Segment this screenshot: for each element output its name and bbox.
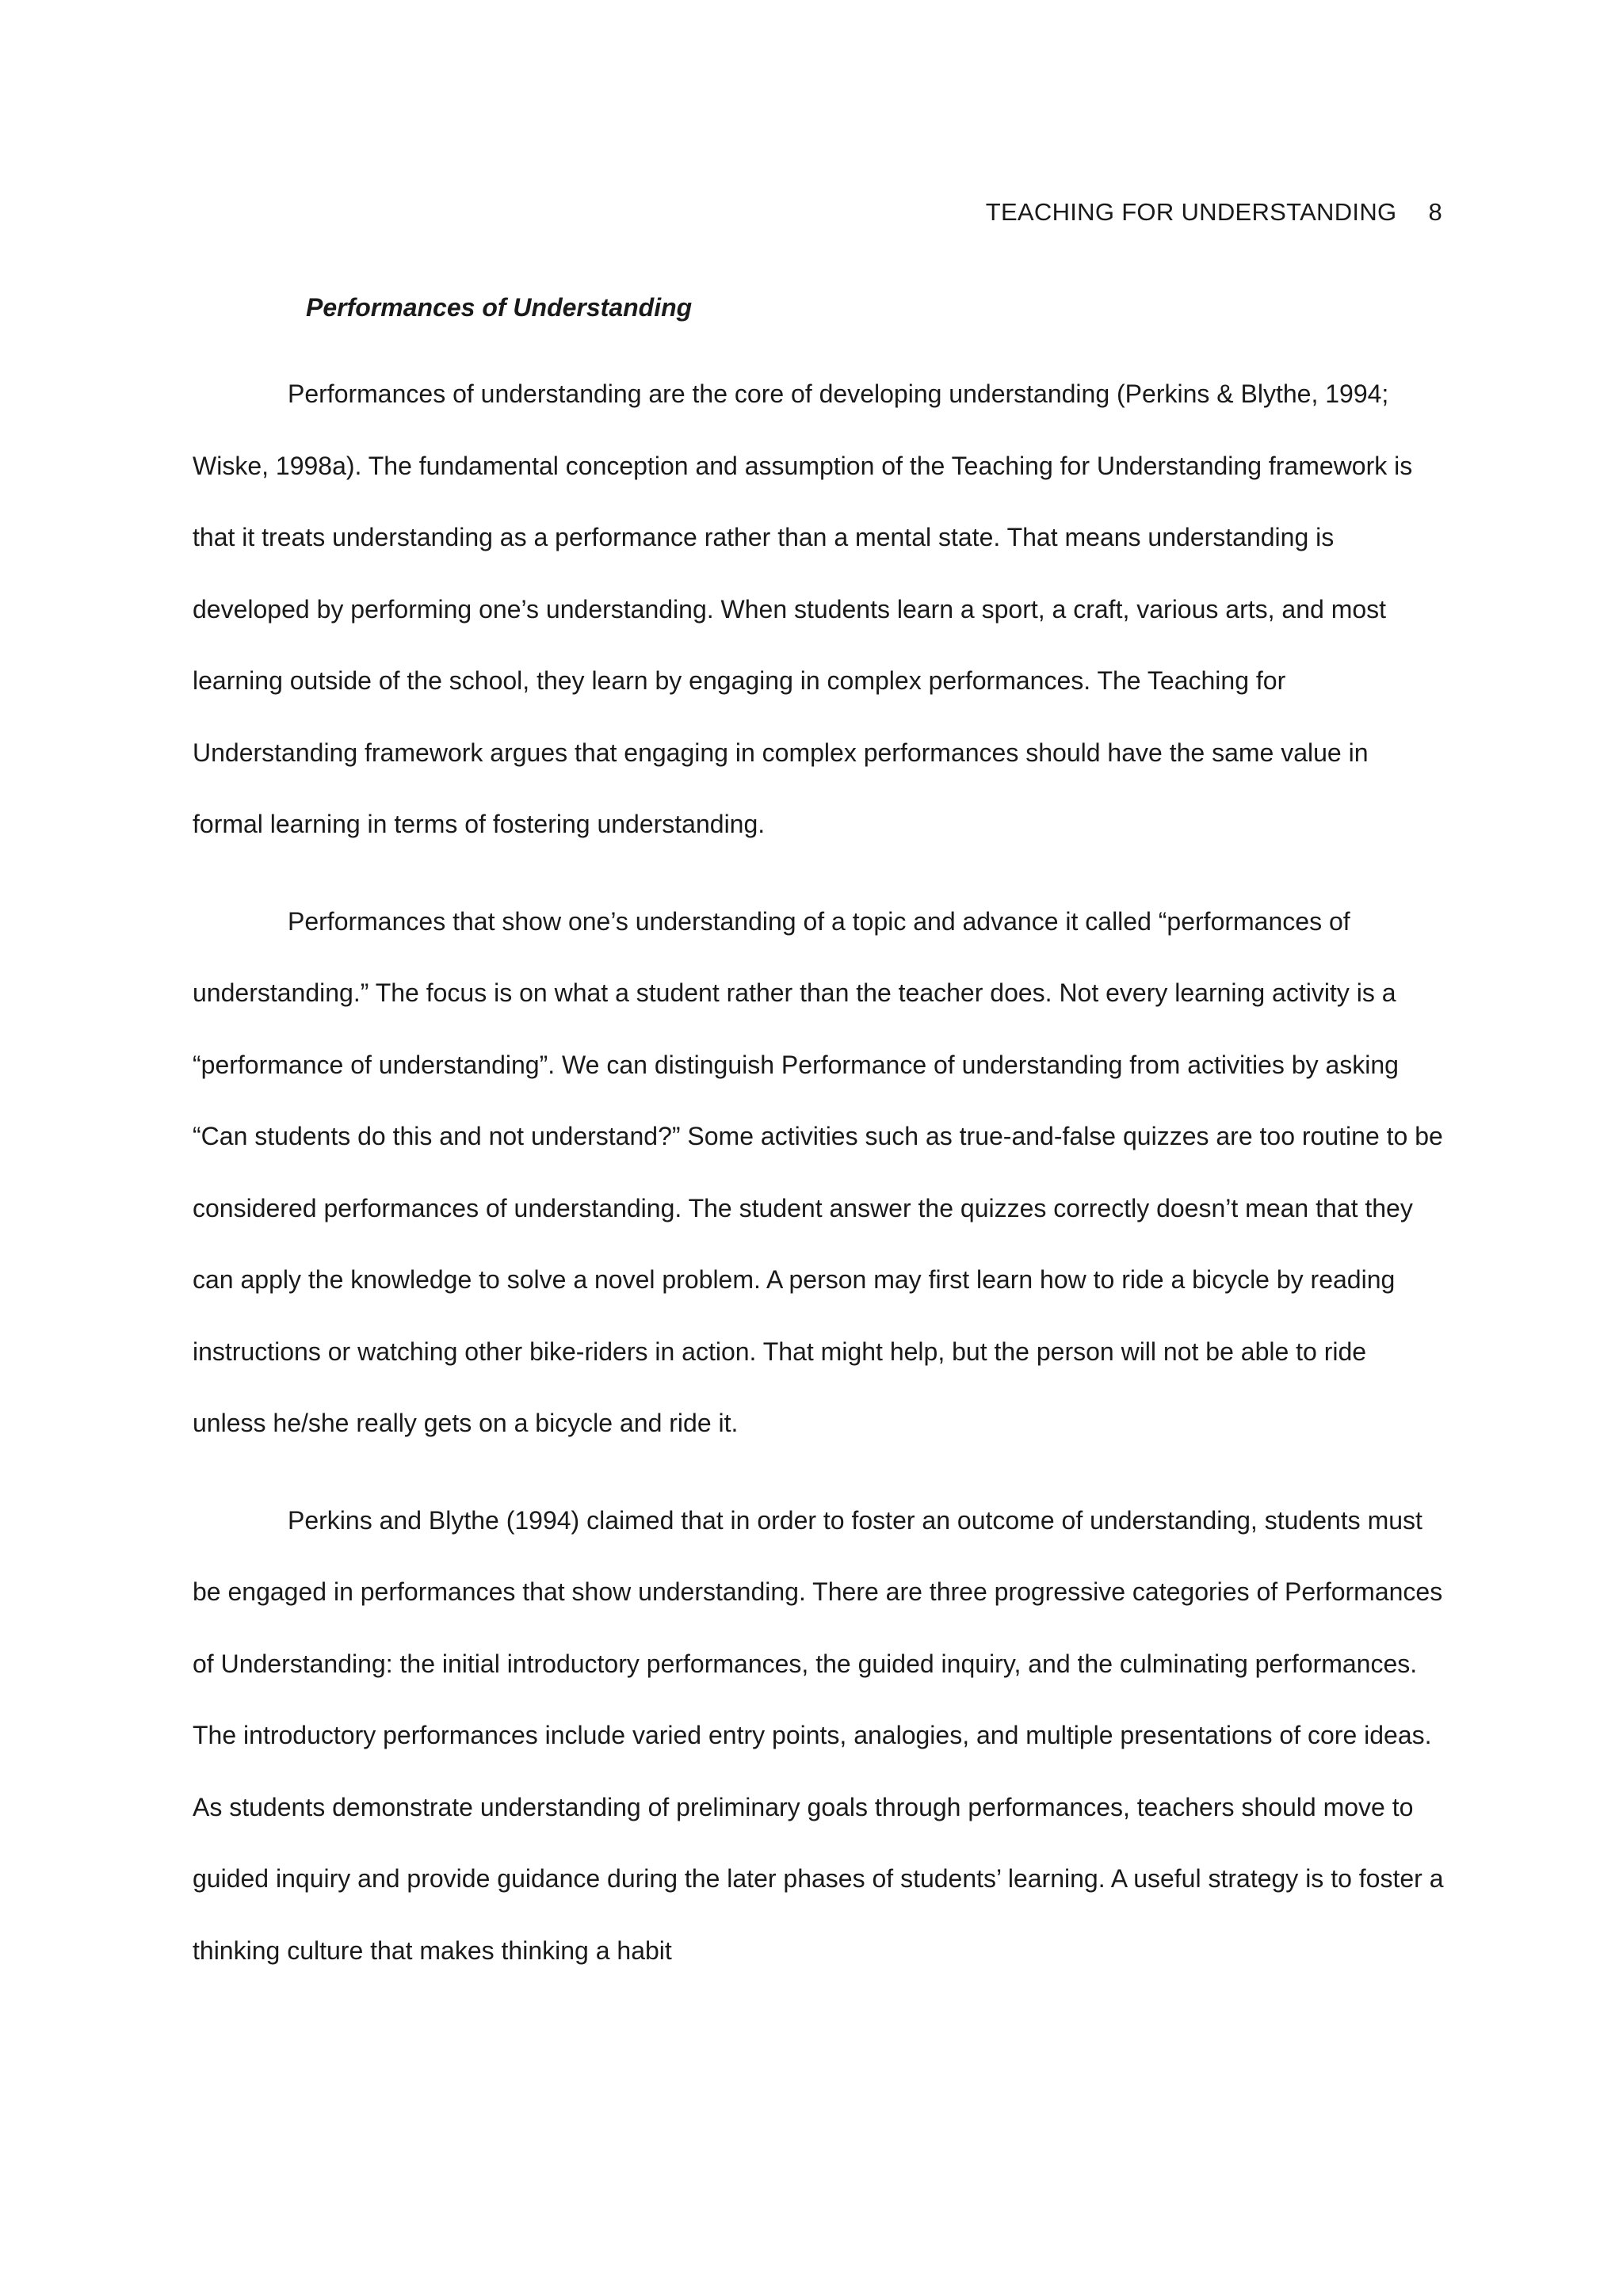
page-number: 8 — [1428, 198, 1442, 226]
paragraph-2: Performances that show one’s understanding of a topic and advance it called “performances of understanding.” The focus is on what a student rather than the teacher does. Not every learning activity is a “performance of understanding”. We can distinguish Performance of understanding from activities by asking “Can students do this and not understand?” Some activities such as true-and-false quizzes are too routine to be considered performances of understanding. The student answer the quizzes correctly doesn’t mean that they can apply the knowledge to solve a novel problem. A person may first learn how to ride a bicycle by reading instructions or watching other bike-riders in action. That might help, but the person will not be able to ride unless he/she really gets on a bicycle and ride it. — [193, 906, 1443, 1437]
paragraph-1: Performances of understanding are the core of developing understanding (Perkins & Blythe, 1994; Wiske, 1998a). The fundamental conception and assumption of the Teaching for Understanding framework is that it treats understanding as a performance rather than a mental state. That means understanding is developed by performing one’s understanding. When students learn a sport, a craft, various arts, and most learning outside of the school, they learn by engaging in complex performances. The Teaching for Understanding framework argues that engaging in complex performances should have the same value in formal learning in terms of fostering understanding. — [193, 379, 1413, 838]
section-heading: Performances of Understanding — [306, 293, 693, 322]
paragraph-3: Perkins and Blythe (1994) claimed that in order to foster an outcome of understanding, students must be engaged in performances that show understanding. There are three progressive categories of Performances of Understanding: the initial introductory performances, the guided inquiry, and the culminating performances. The introductory performances include varied entry points, analogies, and multiple presentations of core ideas. As students demonstrate understanding of preliminary goals through performances, teachers should move to guided inquiry and provide guidance during the later phases of students’ learning. A useful strategy is to foster a thinking culture that makes thinking a habit — [193, 1505, 1444, 1965]
running-title: TEACHING FOR UNDERSTANDING — [985, 198, 1397, 226]
running-head — [986, 195, 1442, 230]
body-text — [193, 358, 1445, 2012]
